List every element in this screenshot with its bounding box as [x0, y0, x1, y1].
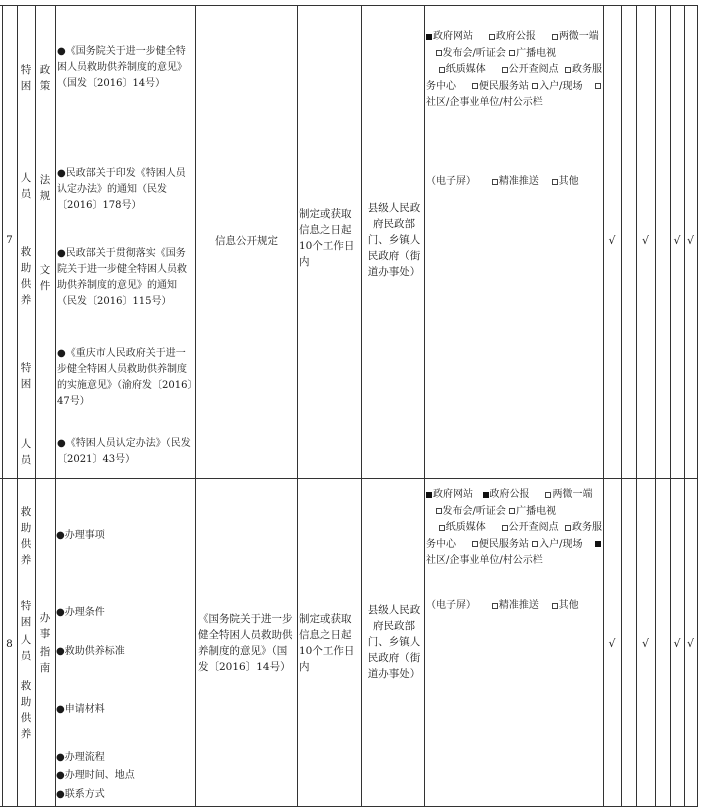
basis-item: ●《国务院关于进一步健全特困人员救助供养制度的意见》（国发〔2016〕14号） [57, 46, 187, 89]
category-segment: 救 助 供 养 [20, 680, 32, 740]
checkbox-icon [439, 67, 445, 73]
col-divider [55, 5, 56, 807]
checkbox-icon [472, 541, 478, 547]
basis-item: ●《特困人员认定办法》（民发〔2021〕43号） [57, 438, 191, 465]
check-mark: √ [641, 637, 649, 650]
time-limit: 制定或获取信息之日起10个工作日内 [299, 613, 355, 673]
col-divider [297, 5, 298, 807]
checkbox-icon [509, 50, 515, 56]
basis-item: ●民政部关于贯彻落实《国务院关于进一步健全特困人员救助供养制度的意见》的通知（民发〔2016〕115号） [57, 248, 187, 307]
time-limit: 制定或获取信息之日起10个工作日内 [299, 208, 355, 268]
category-segment: 特 困 [20, 64, 32, 92]
row-divider [0, 478, 697, 479]
category-segment: 特 困 [20, 600, 32, 628]
check-mark: √ [673, 637, 681, 650]
checkbox-icon [565, 525, 571, 531]
check-mark: √ [641, 234, 649, 247]
col-divider [684, 5, 685, 807]
col-divider [636, 5, 637, 807]
col-divider [35, 5, 36, 807]
col-divider [2, 5, 3, 807]
subcategory-segment: 政 策 [39, 64, 51, 92]
basis-item: ●民政部关于印发《特困人员认定办法》的通知（民发〔2016〕178号） [57, 168, 186, 211]
guide-item: ●申请材料 [56, 704, 105, 715]
checkbox-icon [595, 83, 601, 89]
col-divider [655, 5, 656, 807]
subcategory-segment: 文 件 [39, 264, 51, 292]
subcategory-segment: 办 事 [39, 612, 51, 640]
checkbox-icon [436, 50, 442, 56]
check-mark: √ [608, 234, 616, 247]
subcategory-segment: 法 规 [39, 174, 51, 202]
guide-item: ●办理时间、地点 [56, 770, 135, 781]
guide-item: ●办理条件 [56, 607, 105, 618]
checkbox-icon [532, 541, 538, 547]
category-segment: 救 助 供 养 [20, 506, 32, 566]
checkbox-icon [552, 179, 558, 185]
channels-block-2: （电子屏） 精准推送 其他 [426, 176, 579, 187]
check-mark: √ [673, 234, 681, 247]
checkbox-icon [509, 508, 515, 514]
col-divider [424, 5, 425, 807]
check-mark: √ [608, 637, 616, 650]
checkbox-icon [545, 492, 551, 498]
checkbox-icon [552, 34, 558, 40]
checkbox-icon [502, 67, 508, 73]
col-divider [195, 5, 196, 807]
checkbox-icon [502, 525, 508, 531]
category-segment: 人 员 [20, 438, 32, 466]
checkbox-checked-icon [426, 492, 432, 498]
checkbox-icon [565, 67, 571, 73]
checkbox-checked-icon [483, 492, 489, 498]
disclosure-subject: 县级人民政府民政部门、乡镇人民政府（街道办事处） [367, 202, 421, 278]
disclosure-basis: 《国务院关于进一步健全特困人员救助供养制度的意见》（国发〔2016〕14号） [198, 613, 293, 673]
row-number: 8 [6, 638, 13, 650]
guide-item: ●联系方式 [56, 789, 105, 800]
checkbox-icon [492, 603, 498, 609]
row-number: 7 [6, 234, 13, 246]
check-mark: √ [686, 234, 694, 247]
channels-block: 政府网站 政府公报 两微一端 发布会/听证会 广播电视 纸质媒体 公开查阅点 政务服务中心 便民服务站 入户/现场 社区/企事业单位/村公示栏 [426, 31, 602, 108]
col-divider [670, 5, 671, 807]
disclosure-subject: 县级人民政府民政部门、乡镇人民政府（街道办事处） [367, 604, 421, 680]
checkbox-icon [472, 83, 478, 89]
category-segment: 特 困 [20, 362, 32, 390]
table-top-border [0, 5, 697, 6]
basis-item: ●《重庆市人民政府关于进一步健全特困人员救助供养制度的实施意见》（渝府发〔2016〕47号） [57, 348, 193, 407]
checkbox-icon [489, 34, 495, 40]
disclosure-basis: 信息公开规定 [215, 235, 278, 247]
check-mark: √ [686, 637, 694, 650]
subcategory-segment: 指 南 [39, 646, 51, 674]
checkbox-icon [439, 525, 445, 531]
checkbox-icon [492, 179, 498, 185]
guide-item: ●救助供养标准 [56, 646, 125, 657]
table-bottom-border [0, 806, 697, 807]
checkbox-icon [552, 603, 558, 609]
channels-block-2: （电子屏） 精准推送 其他 [426, 600, 579, 611]
col-divider [621, 5, 622, 807]
channels-block: 政府网站 政府公报 两微一端 发布会/听证会 广播电视 纸质媒体 公开查阅点 政务服务中心 便民服务站 入户/现场 社区/企事业单位/村公示栏 [426, 489, 602, 566]
category-segment: 救 助 供 养 [20, 246, 32, 306]
checkbox-checked-icon [595, 541, 601, 547]
checkbox-icon [532, 83, 538, 89]
col-divider [361, 5, 362, 807]
guide-item: ●办理事项 [56, 530, 105, 541]
col-divider [603, 5, 604, 807]
col-divider [697, 5, 698, 807]
category-segment: 人 员 [20, 172, 32, 200]
guide-item: ●办理流程 [56, 752, 105, 763]
checkbox-checked-icon [426, 34, 432, 40]
category-segment: 人 员 [20, 634, 32, 662]
checkbox-icon [436, 508, 442, 514]
